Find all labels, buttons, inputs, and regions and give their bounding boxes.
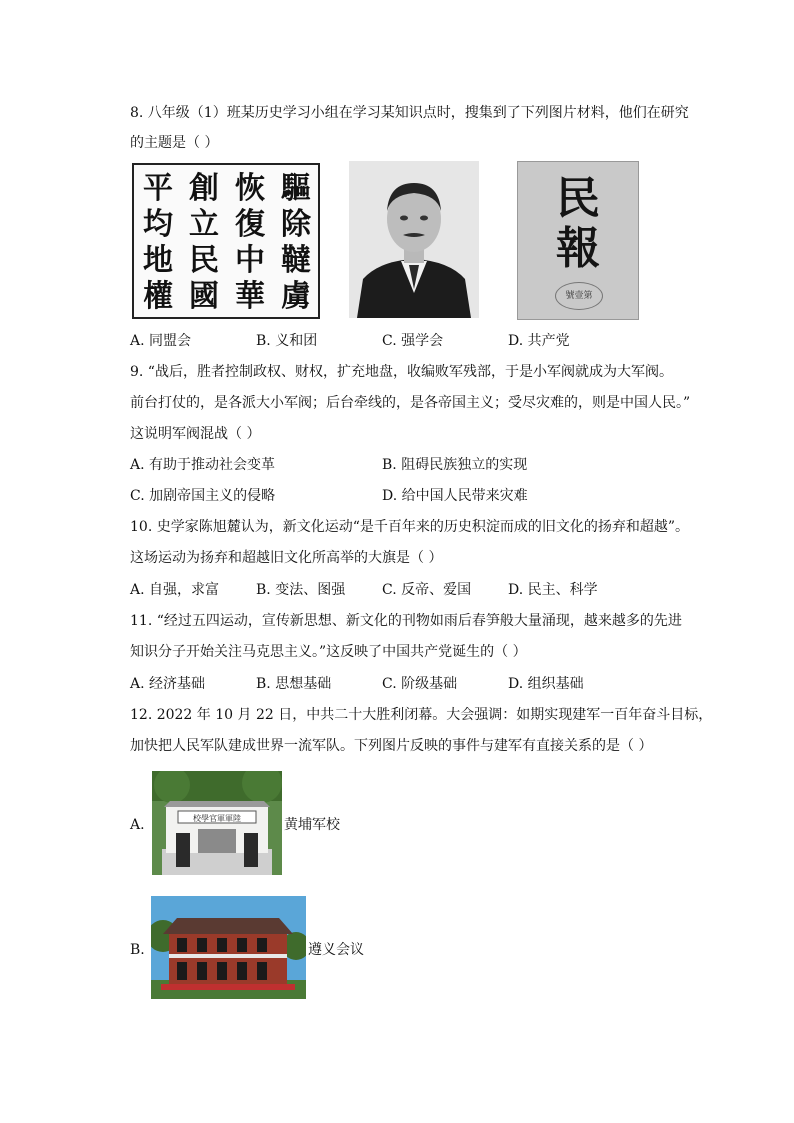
q11-stem-line2: 知识分子开始关注马克思主义。”这反映了中国共产党诞生的（ ）	[130, 644, 527, 660]
q10-option-a[interactable]: A. 自强，求富	[130, 582, 220, 598]
q11-option-b[interactable]: B. 思想基础	[256, 676, 332, 692]
cover-title-char-1: 民	[556, 173, 600, 224]
gate-building-icon	[152, 771, 282, 875]
q9-option-b[interactable]: B. 阻碍民族独立的实现	[382, 457, 528, 473]
q12-stem-line2: 加快把人民军队建成世界一流军队。下列图片反映的事件与建军有直接关系的是（ ）	[130, 738, 653, 754]
minbao-cover-image	[517, 161, 639, 320]
q8-option-a[interactable]: A. 同盟会	[130, 333, 192, 349]
cover-stamp: 號壹第	[555, 282, 603, 310]
q12-option-b-text[interactable]: 遵义会议	[308, 942, 364, 958]
calligraphy-image	[132, 163, 320, 319]
q10-option-b[interactable]: B. 变法、图强	[256, 582, 346, 598]
q12-stem-line1: 12. 2022 年 10 月 22 日，中共二十大胜利闭幕。大会强调：如期实现建军一百年奋斗目标，	[130, 707, 713, 723]
brick-building-icon	[151, 896, 306, 999]
q8-stem-line1: 8. 八年级（1）班某历史学习小组在学习某知识点时，搜集到了下列图片材料，他们在研究	[130, 105, 689, 121]
q12-option-a-text[interactable]: 黄埔军校	[284, 817, 340, 833]
whampoa-academy-photo	[152, 771, 282, 875]
q9-option-d[interactable]: D. 给中国人民带来灾难	[382, 488, 528, 504]
zunyi-conference-photo	[151, 896, 306, 999]
q10-stem-line1: 10. 史学家陈旭麓认为，新文化运动“是千百年来的历史积淀而成的旧文化的扬弃和超越”。	[130, 519, 690, 535]
calligraphy-col-2: 恢復中華	[235, 171, 265, 314]
q12-option-a-letter[interactable]: A.	[130, 817, 145, 833]
q11-option-c[interactable]: C. 阶级基础	[382, 676, 458, 692]
q9-stem-line3: 这说明军阀混战（ ）	[130, 426, 261, 442]
q9-option-a[interactable]: A. 有助于推动社会变革	[130, 457, 276, 473]
calligraphy-col-1: 驅除韃虜	[281, 171, 311, 314]
q12-option-b-letter[interactable]: B.	[130, 942, 145, 958]
calligraphy-col-3: 創立民國	[189, 171, 219, 314]
gate-sign-text: 校學官軍軍陸	[193, 814, 241, 823]
q10-option-d[interactable]: D. 民主、科学	[508, 582, 598, 598]
q9-stem-line2: 前台打仗的，是各派大小军阀；后台牵线的，是各帝国主义；受尽灾难的，则是中国人民。”	[130, 395, 691, 411]
q9-stem-line1: 9. “战后，胜者控制政权、财权，扩充地盘，收编败军残部，于是小军阀就成为大军阀。	[130, 364, 673, 380]
q10-option-c[interactable]: C. 反帝、爱国	[382, 582, 472, 598]
q9-option-c[interactable]: C. 加剧帝国主义的侵略	[130, 488, 276, 504]
q11-option-d[interactable]: D. 组织基础	[508, 676, 584, 692]
q8-option-b[interactable]: B. 义和团	[256, 333, 318, 349]
portrait-figure-icon	[349, 161, 479, 318]
q8-option-d[interactable]: D. 共产党	[508, 333, 570, 349]
cover-title-char-2: 報	[556, 223, 600, 274]
q11-stem-line1: 11. “经过五四运动，宣传新思想、新文化的刊物如雨后春笋般大量涌现，越来越多的先进	[130, 613, 682, 629]
q11-option-a[interactable]: A. 经济基础	[130, 676, 206, 692]
portrait-photo	[349, 161, 479, 318]
calligraphy-col-4: 平均地權	[143, 171, 173, 314]
q10-stem-line2: 这场运动为扬弃和超越旧文化所高举的大旗是（ ）	[130, 550, 443, 566]
q8-option-c[interactable]: C. 强学会	[382, 333, 444, 349]
q8-stem-line2: 的主题是（ ）	[130, 135, 219, 151]
